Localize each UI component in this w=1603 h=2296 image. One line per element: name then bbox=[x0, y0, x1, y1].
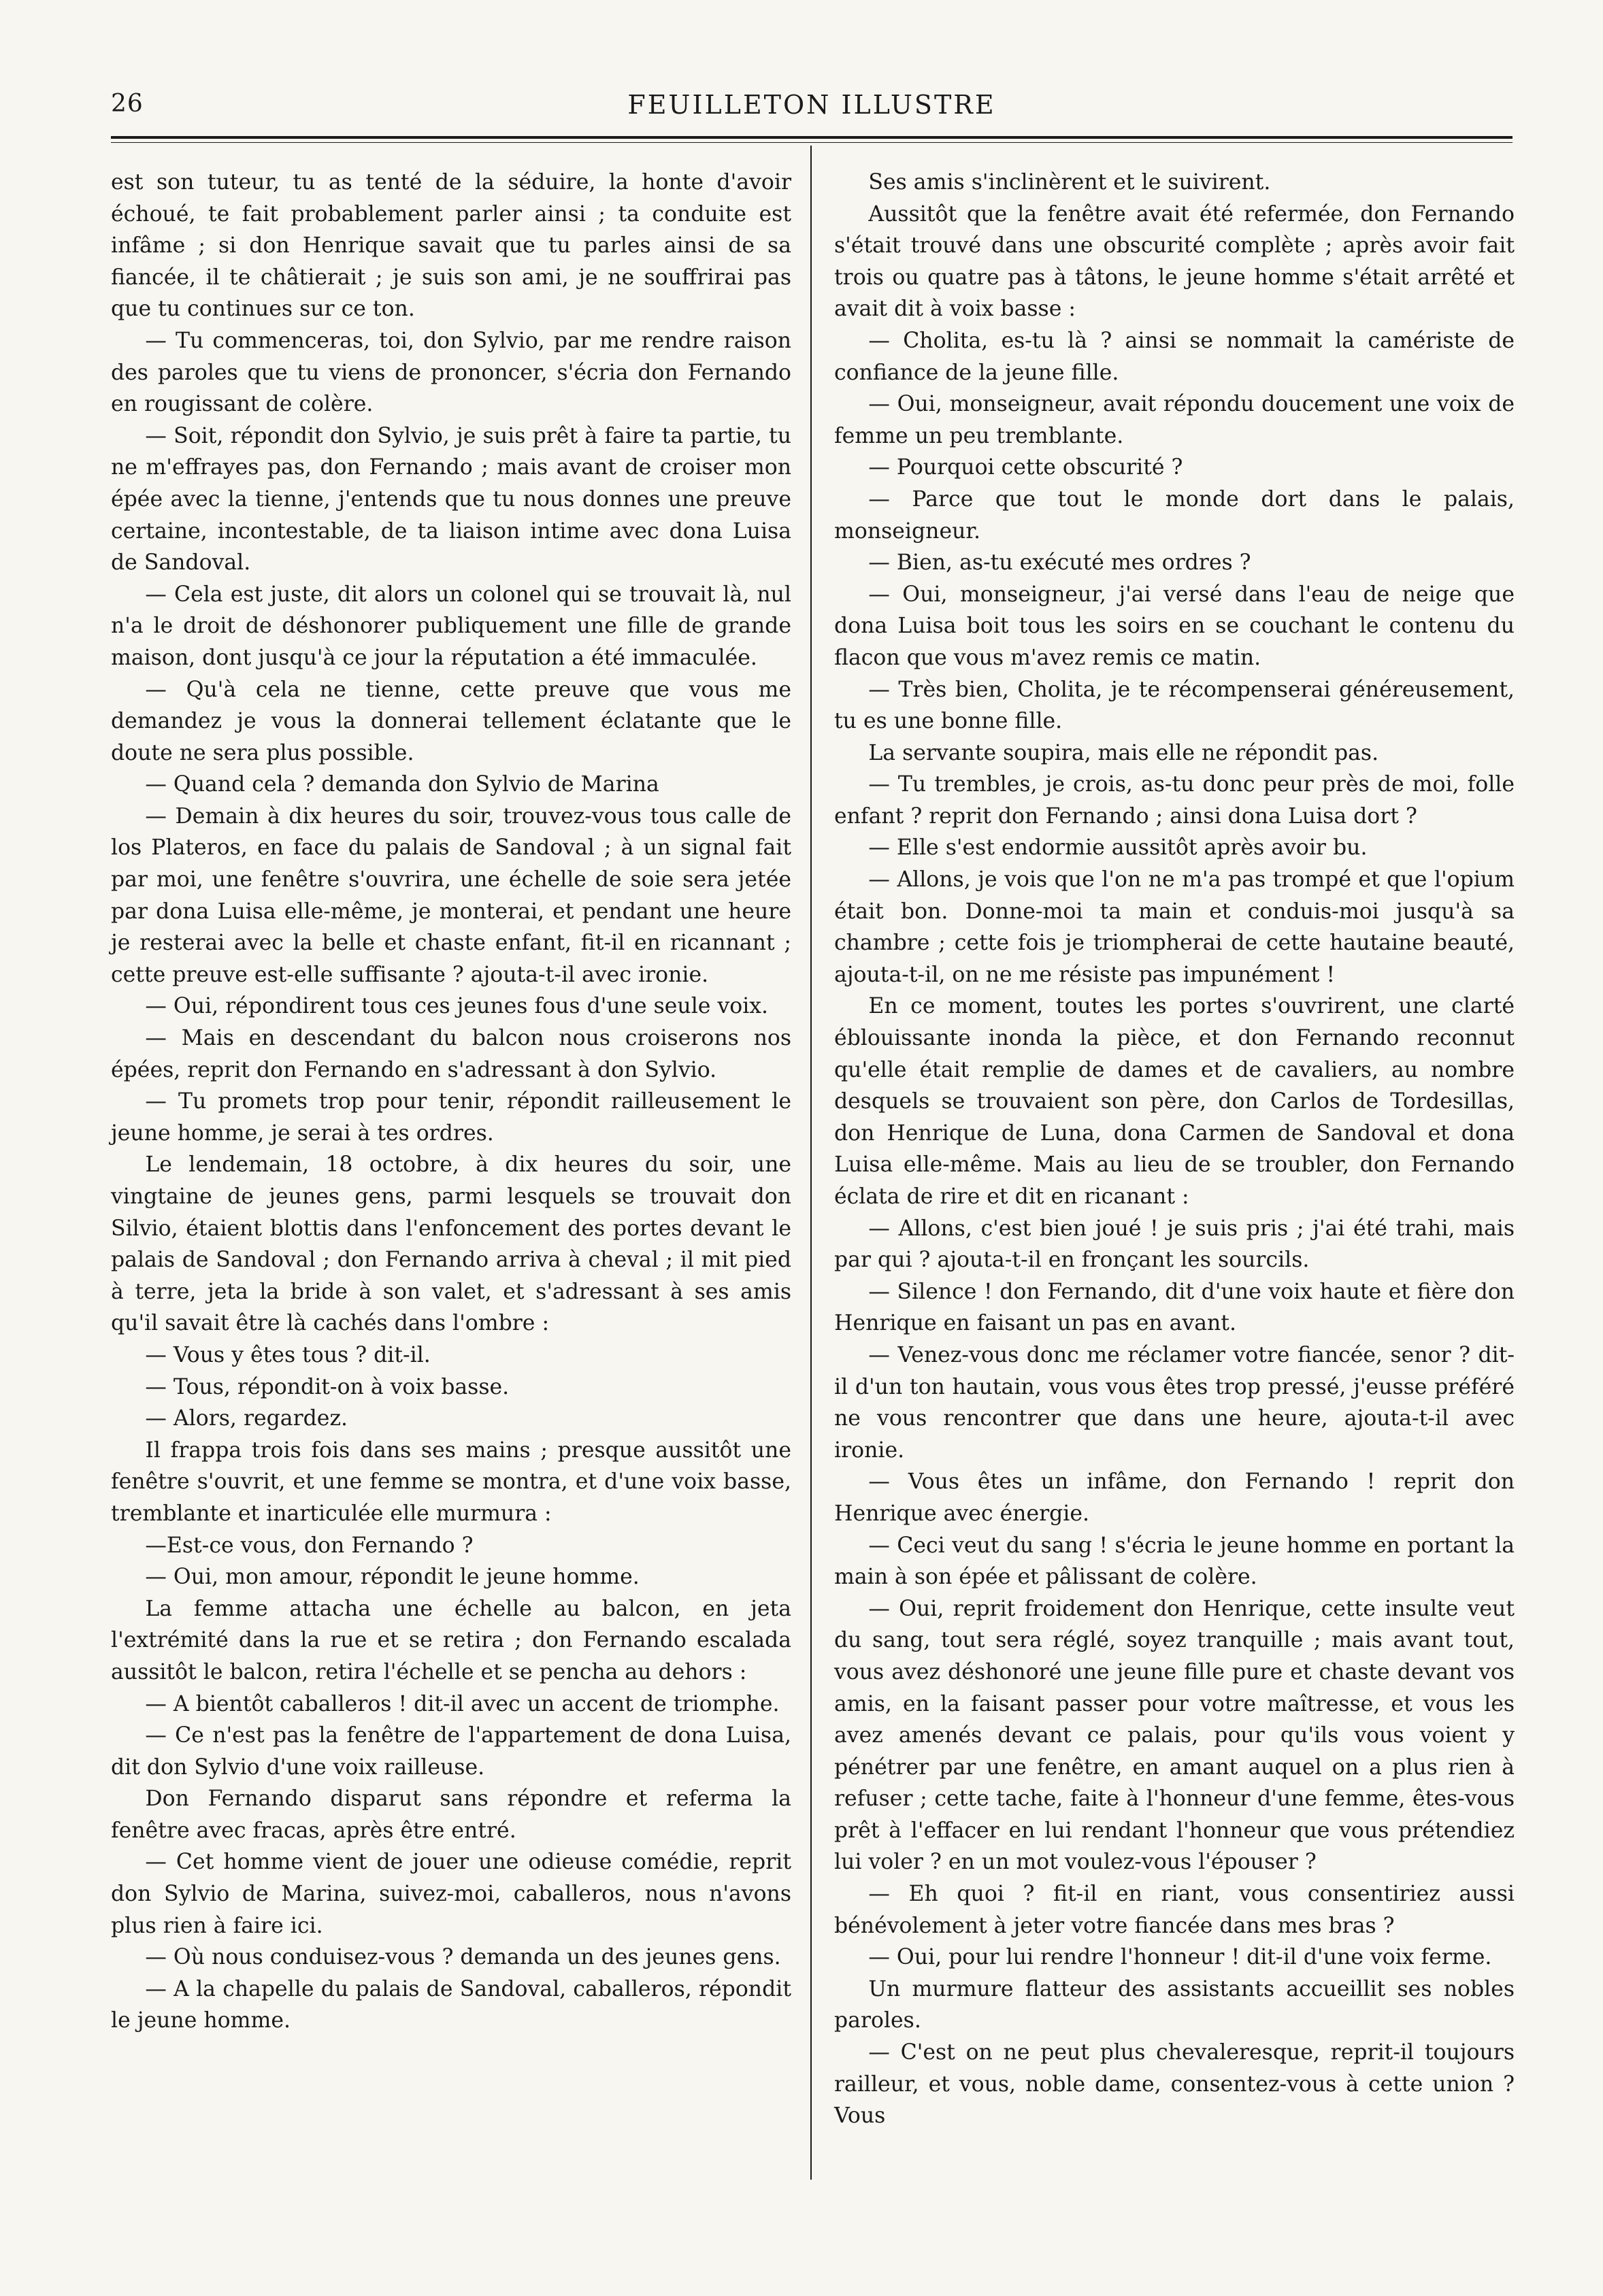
paragraph: — Bien, as-tu exécuté mes ordres ? bbox=[868, 550, 1251, 576]
paragraph: La servante soupira, mais elle ne répondit pas. bbox=[868, 740, 1379, 765]
paragraph: — C'est on ne peut plus chevaleresque, reprit-il toujours railleur, et vous, noble dame, consentez-vous à cette union ? Vous bbox=[834, 2040, 1515, 2129]
paragraph: — Allons, je vois que l'on ne m'a pas trompé et que l'opium était bon. Donne-moi ta main et conduis-moi jusqu'à sa chambre ; cette fois je triompherai de cette hautaine beauté, ajouta-t-il, on ne me résiste pas impunément ! bbox=[834, 867, 1515, 987]
paragraph: — Tu trembles, je crois, as-tu donc peur près de moi, folle enfant ? reprit don Fernando ; ainsi dona Luisa dort ? bbox=[834, 772, 1515, 829]
paragraph: — Ceci veut du sang ! s'écria le jeune homme en portant la main à son épée et pâlissant de colère. bbox=[834, 1533, 1515, 1590]
header-rule-thin bbox=[111, 142, 1513, 143]
paragraph: — Cholita, es-tu là ? ainsi se nommait la camériste de confiance de la jeune fille. bbox=[834, 328, 1515, 385]
page-header bbox=[111, 87, 1513, 128]
paragraph: — Qu'à cela ne tienne, cette preuve que vous me demandez je vous la donnerai tellement éclatante que le doute ne sera plus possible. bbox=[111, 677, 791, 765]
paragraph: — Venez-vous donc me réclamer votre fiancée, senor ? dit-il d'un ton hautain, vous vous êtes trop pressé, j'eusse préféré ne vous rencontrer que dans une heure, ajouta-t-il avec ironie. bbox=[834, 1342, 1515, 1463]
paragraph: — Cet homme vient de jouer une odieuse comédie, reprit don Sylvio de Marina, suivez-moi, caballeros, nous n'avons plus rien à faire ici. bbox=[111, 1850, 791, 1938]
paragraph: — Très bien, Cholita, je te récompenserai généreusement, tu es une bonne fille. bbox=[834, 677, 1515, 734]
paragraph: — Vous êtes un infâme, don Fernando ! reprit don Henrique avec énergie. bbox=[834, 1469, 1515, 1526]
paragraph: Il frappa trois fois dans ses mains ; presque aussitôt une fenêtre s'ouvrit, et une femme se montra, et d'une voix basse, tremblante et inarticulée elle murmura : bbox=[111, 1437, 791, 1526]
paragraph: est son tuteur, tu as tenté de la séduire, la honte d'avoir échoué, te fait probablement parler ainsi ; ta conduite est infâme ; si don Henrique savait que tu parles ainsi de sa fiancée, il te châtierait ; je suis son ami, je ne souffrirai pas que tu continues sur ce ton. bbox=[111, 170, 791, 322]
paragraph: — Quand cela ? demanda don Sylvio de Marina bbox=[145, 772, 659, 797]
journal-title: FEUILLETON ILLUSTRE bbox=[627, 90, 996, 120]
paragraph: — Ce n'est pas la fenêtre de l'appartement de dona Luisa, dit don Sylvio d'une voix railleuse. bbox=[111, 1723, 791, 1780]
paragraph: — Vous y êtes tous ? dit-il. bbox=[145, 1342, 431, 1367]
paragraph: — Oui, répondirent tous ces jeunes fous d'une seule voix. bbox=[145, 994, 769, 1019]
header-rule bbox=[111, 136, 1513, 139]
paragraph: Don Fernando disparut sans répondre et referma la fenêtre avec fracas, après être entré. bbox=[111, 1786, 791, 1843]
paragraph: — Pourquoi cette obscurité ? bbox=[868, 455, 1183, 480]
paragraph: — Allons, c'est bien joué ! je suis pris ; j'ai été trahi, mais par qui ? ajouta-t-il en fronçant les sourcils. bbox=[834, 1216, 1515, 1273]
page-number: 26 bbox=[111, 90, 144, 118]
paragraph: Le lendemain, 18 octobre, à dix heures du soir, une vingtaine de jeunes gens, parmi lesquels se trouvait don Silvio, étaient blottis dans l'enfoncement des portes devant le palais de Sandoval ; don Fernando arriva à cheval ; il mit pied à terre, jeta la bride à son valet, et s'adressant à ses amis qu'il savait être là cachés dans l'ombre : bbox=[111, 1152, 791, 1336]
paragraph: — Où nous conduisez-vous ? demanda un des jeunes gens. bbox=[145, 1945, 781, 1970]
paragraph: — Soit, répondit don Sylvio, je suis prêt à faire ta partie, tu ne m'effrayes pas, don Fernando ; mais avant de croiser mon épée avec la tienne, j'entends que tu nous donnes une preuve certaine, incontestable, de ta liaison intime avec dona Luisa de Sandoval. bbox=[111, 423, 791, 576]
paragraph: — A bientôt caballeros ! dit-il avec un accent de triomphe. bbox=[145, 1691, 780, 1716]
paragraph: — Elle s'est endormie aussitôt après avoir bu. bbox=[868, 835, 1368, 861]
paragraph: — Alors, regardez. bbox=[145, 1406, 348, 1431]
paragraph: — Oui, pour lui rendre l'honneur ! dit-il d'une voix ferme. bbox=[868, 1945, 1492, 1970]
paragraph: — Silence ! don Fernando, dit d'une voix haute et fière don Henrique en faisant un pas en avant. bbox=[834, 1279, 1515, 1336]
paragraph: — Demain à dix heures du soir, trouvez-vous tous calle de los Plateros, en face du palais de Sandoval ; à un signal fait par moi, une fenêtre s'ouvrira, une échelle de soie sera jetée par dona Luisa elle-même, je monterai, et pendant une heure je resterai avec la belle et chaste enfant, fit-il en ricannant ; cette preuve est-elle suffisante ? ajouta-t-il avec ironie. bbox=[111, 803, 791, 987]
paragraph: — Eh quoi ? fit-il en riant, vous consentiriez aussi bénévolement à jeter votre fiancée dans mes bras ? bbox=[834, 1882, 1515, 1938]
paragraph: — Cela est juste, dit alors un colonel qui se trouvait là, nul n'a le droit de déshonorer publiquement une fille de grande maison, dont jusqu'à ce jour la réputation a été immaculée. bbox=[111, 582, 791, 670]
paragraph: — Oui, monseigneur, avait répondu doucement une voix de femme un peu tremblante. bbox=[834, 392, 1515, 448]
column-divider bbox=[810, 146, 812, 2180]
paragraph: — Tous, répondit-on à voix basse. bbox=[145, 1374, 510, 1399]
paragraph: — Oui, mon amour, répondit le jeune homme. bbox=[145, 1565, 640, 1590]
paragraph: Un murmure flatteur des assistants accueillit ses nobles paroles. bbox=[834, 1976, 1515, 2033]
text-column-right bbox=[834, 167, 1515, 2132]
paragraph: La femme attacha une échelle au balcon, en jeta l'extrémité dans la rue et se retira ; don Fernando escalada aussitôt le balcon, retira l'échelle et se pencha au dehors : bbox=[111, 1596, 791, 1684]
paragraph: En ce moment, toutes les portes s'ouvrirent, une clarté éblouissante inonda la pièce, et don Fernando reconnut qu'elle était remplie de dames et de cavaliers, au nombre desquels se trouvaient son père, don Carlos de Tordesillas, don Henrique de Luna, dona Carmen de Sandoval et dona Luisa elle-même. Mais au lieu de se troubler, don Fernando éclata de rire et dit en ricanant : bbox=[834, 994, 1515, 1209]
paragraph: Aussitôt que la fenêtre avait été refermée, don Fernando s'était trouvé dans une obscurité complète ; après avoir fait trois ou quatre pas à tâtons, le jeune homme s'était arrêté et avait dit à voix basse : bbox=[834, 201, 1515, 322]
paragraph: — Oui, monseigneur, j'ai versé dans l'eau de neige que dona Luisa boit tous les soirs en se couchant le contenu du flacon que vous m'avez remis ce matin. bbox=[834, 582, 1515, 670]
paragraph: — Tu promets trop pour tenir, répondit railleusement le jeune homme, je serai à tes ordres. bbox=[111, 1089, 791, 1146]
paragraph: —Est-ce vous, don Fernando ? bbox=[145, 1533, 474, 1558]
paragraph: — Mais en descendant du balcon nous croiserons nos épées, reprit don Fernando en s'adressant à don Sylvio. bbox=[111, 1026, 791, 1082]
paragraph: — Tu commenceras, toi, don Sylvio, par me rendre raison des paroles que tu viens de prononcer, s'écria don Fernando en rougissant de colère. bbox=[111, 328, 791, 417]
paragraph: — A la chapelle du palais de Sandoval, caballeros, répondit le jeune homme. bbox=[111, 1976, 791, 2033]
paragraph: Ses amis s'inclinèrent et le suivirent. bbox=[868, 170, 1271, 195]
paragraph: — Parce que tout le monde dort dans le palais, monseigneur. bbox=[834, 486, 1515, 544]
text-column-left bbox=[111, 167, 791, 2037]
paragraph: — Oui, reprit froidement don Henrique, cette insulte veut du sang, tout sera réglé, soyez tranquille ; mais avant tout, vous avez déshonoré une jeune fille pure et chaste devant vos amis, en la faisant passer pour votre maîtresse, et vous les avez amenés devant ce palais, pour qu'ils vous voient y pénétrer par une fenêtre, en amant auquel on a plus rien à refuser ; cette tache, faite à l'honneur d'une femme, êtes-vous prêt à l'effacer en lui rendant l'honneur que vous prétendiez lui voler ? en un mot voulez-vous l'épouser ? bbox=[834, 1596, 1515, 1875]
